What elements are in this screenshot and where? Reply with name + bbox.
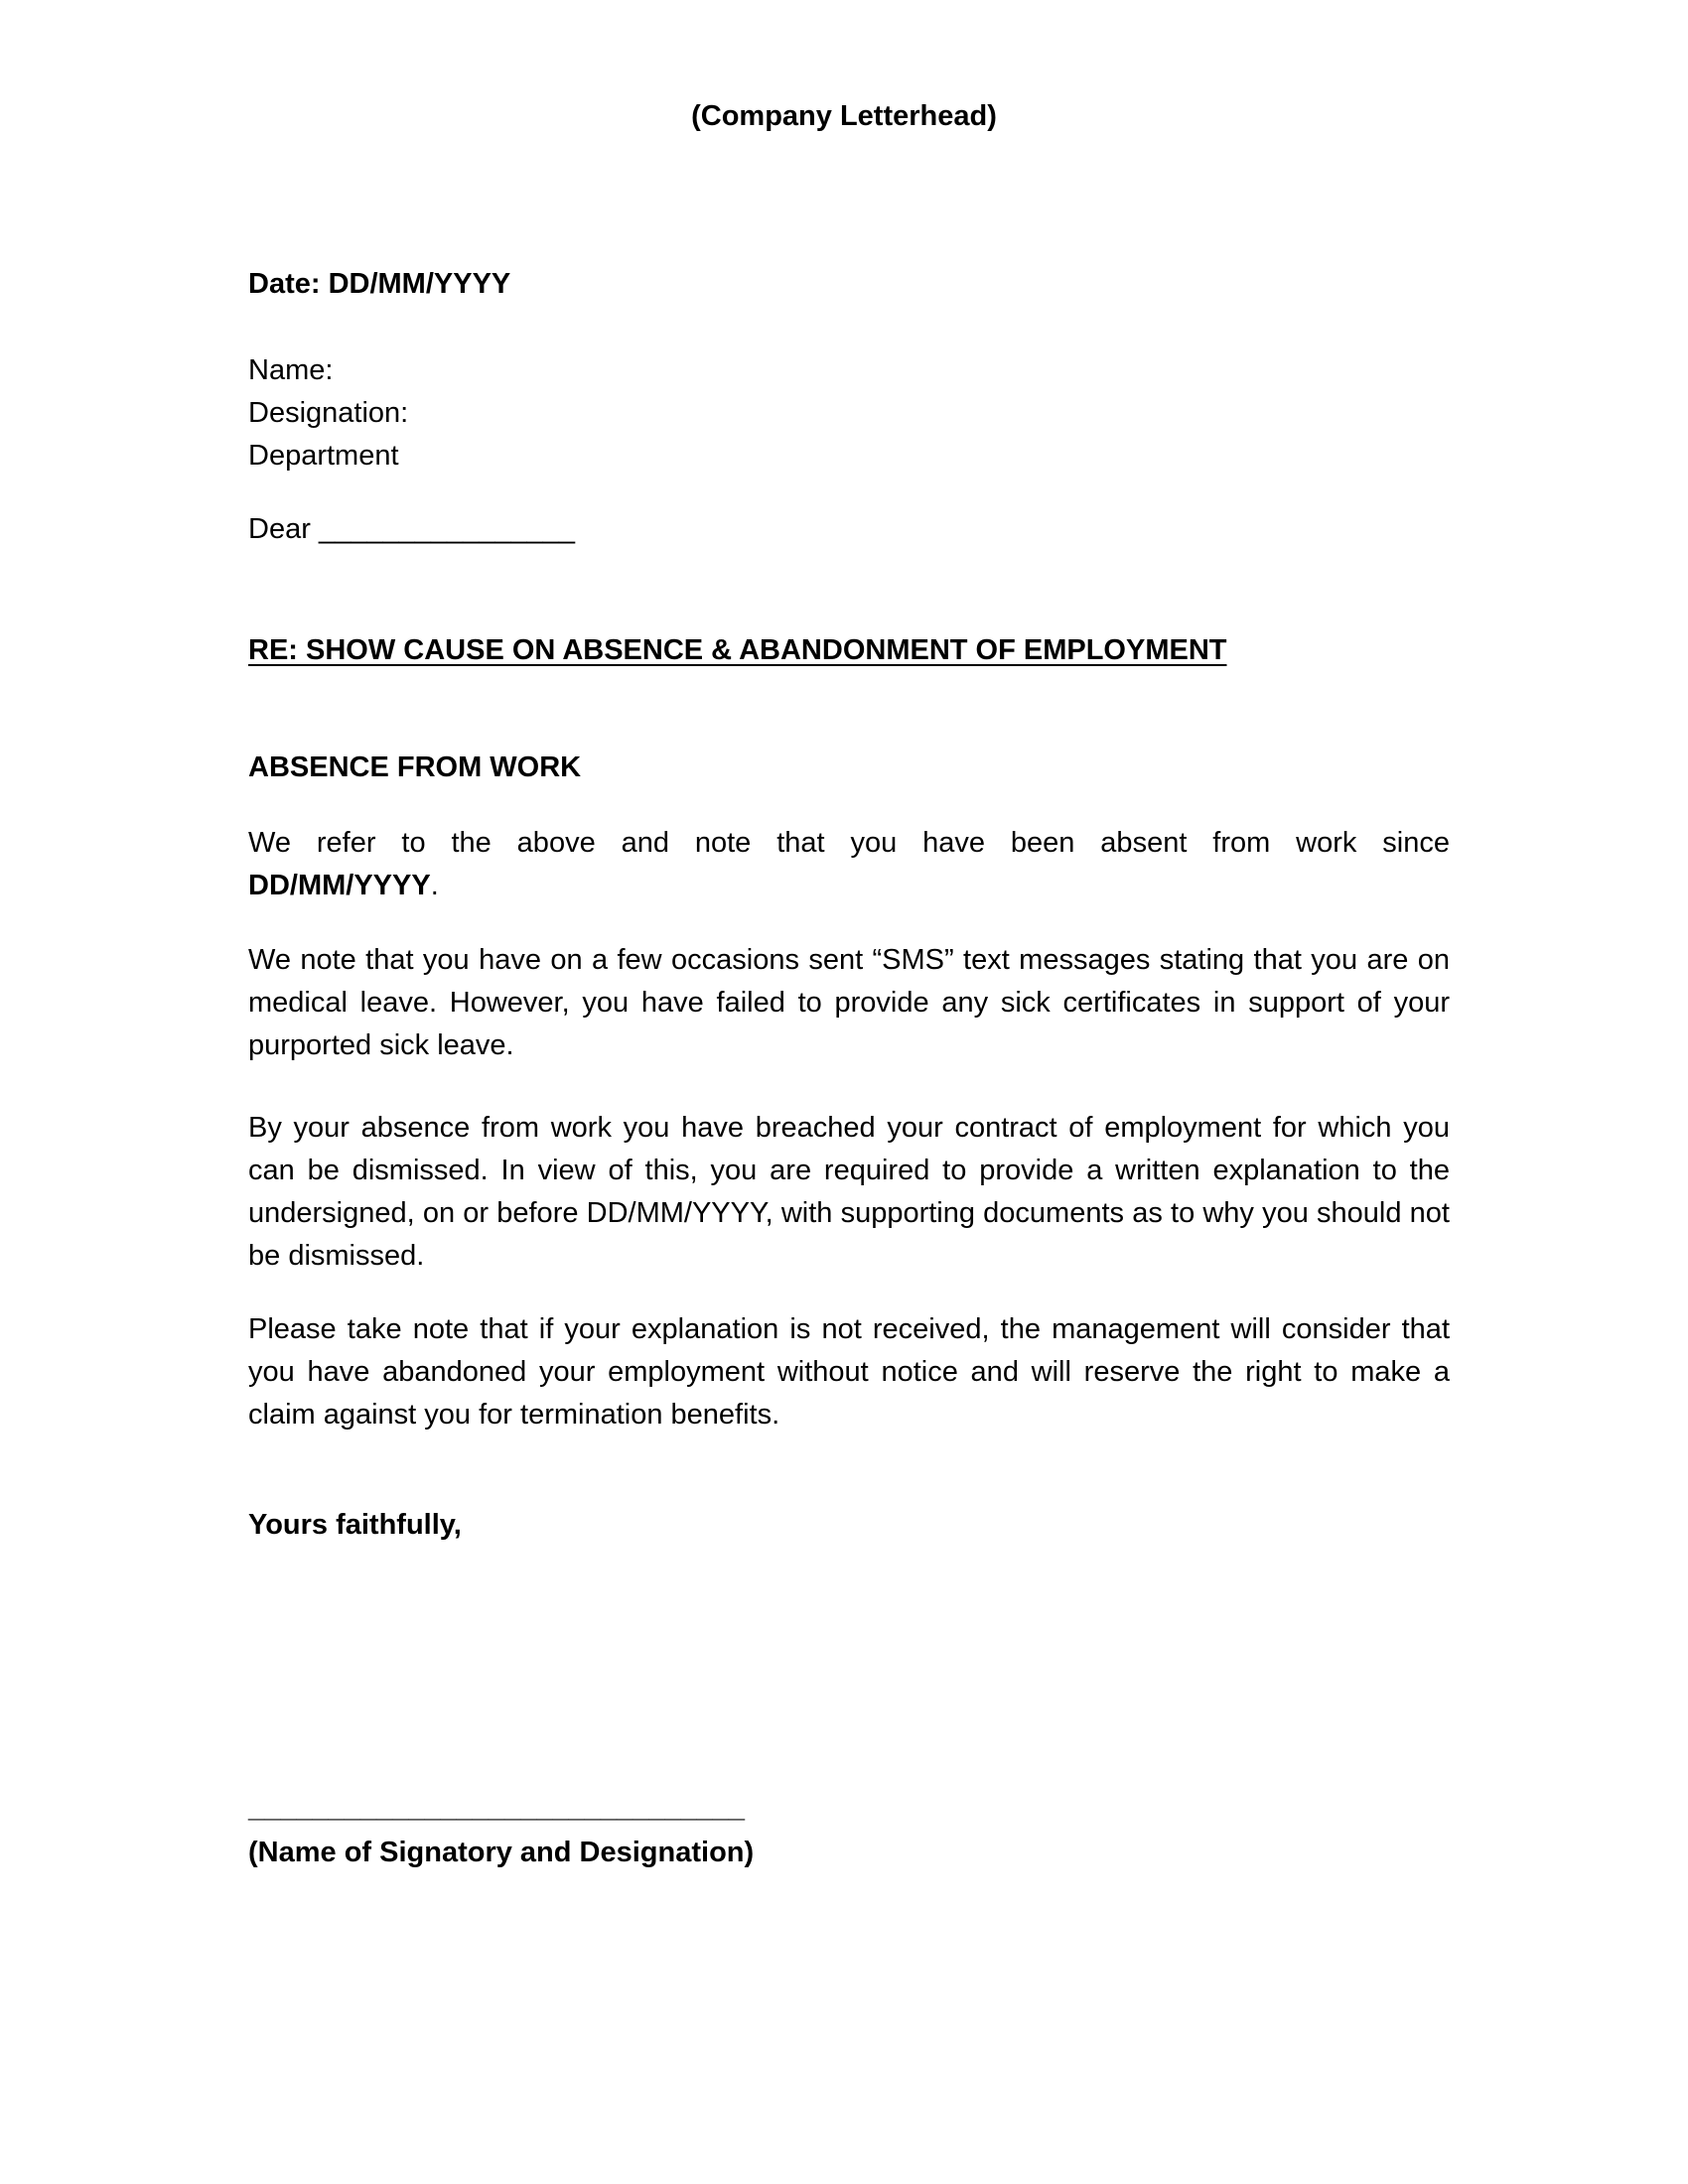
paragraph-absence-reference — [248, 822, 1450, 907]
paragraph-1-period: . — [430, 870, 439, 901]
paragraph-1-line-2 — [248, 865, 1450, 907]
salutation-prefix: Dear — [248, 513, 311, 545]
signature-caption: (Name of Signatory and Designation) — [248, 1837, 755, 1868]
recipient-department-label: Department — [248, 440, 399, 472]
closing-valediction: Yours faithfully, — [248, 1509, 462, 1541]
letterhead-title: (Company Letterhead) — [691, 100, 997, 132]
subject-heading: RE: SHOW CAUSE ON ABSENCE & ABANDONMENT OF EMPLOYMENT — [248, 634, 1227, 666]
paragraph-1-bold-date: DD/MM/YYYY — [248, 870, 431, 901]
section-heading: ABSENCE FROM WORK — [248, 751, 582, 783]
date-line: Date: DD/MM/YYYY — [248, 268, 511, 300]
salutation-blank-line: ________________ — [318, 513, 576, 545]
recipient-block — [248, 349, 1450, 478]
paragraph-breach-of-contract: By your absence from work you have breached your contract of employment for which you can be dismissed. In view of this, you are required to provide a written explanation to the undersigned, on or before DD/MM/YYYY, with supporting documents as to why you should not be dismissed. — [248, 1112, 1450, 1272]
paragraph-abandonment-warning: Please take note that if your explanation is not received, the management will consider that you have abandoned your employment without notice and will reserve the right to make a claim against you for termination benefits. — [248, 1313, 1450, 1431]
salutation-line — [248, 508, 1450, 551]
signature-blank-line: _______________________________ — [248, 1792, 745, 1824]
paragraph-sms-messages: We note that you have on a few occasions sent “SMS” text messages stating that you are on medical leave. However, you have failed to provide any sick certificates in support of your purported sick leave. — [248, 944, 1450, 1061]
recipient-name-label: Name: — [248, 354, 334, 386]
paragraph-1-line-1: We refer to the above and note that you have been absent from work since — [248, 827, 1450, 859]
recipient-designation-label: Designation: — [248, 397, 409, 429]
